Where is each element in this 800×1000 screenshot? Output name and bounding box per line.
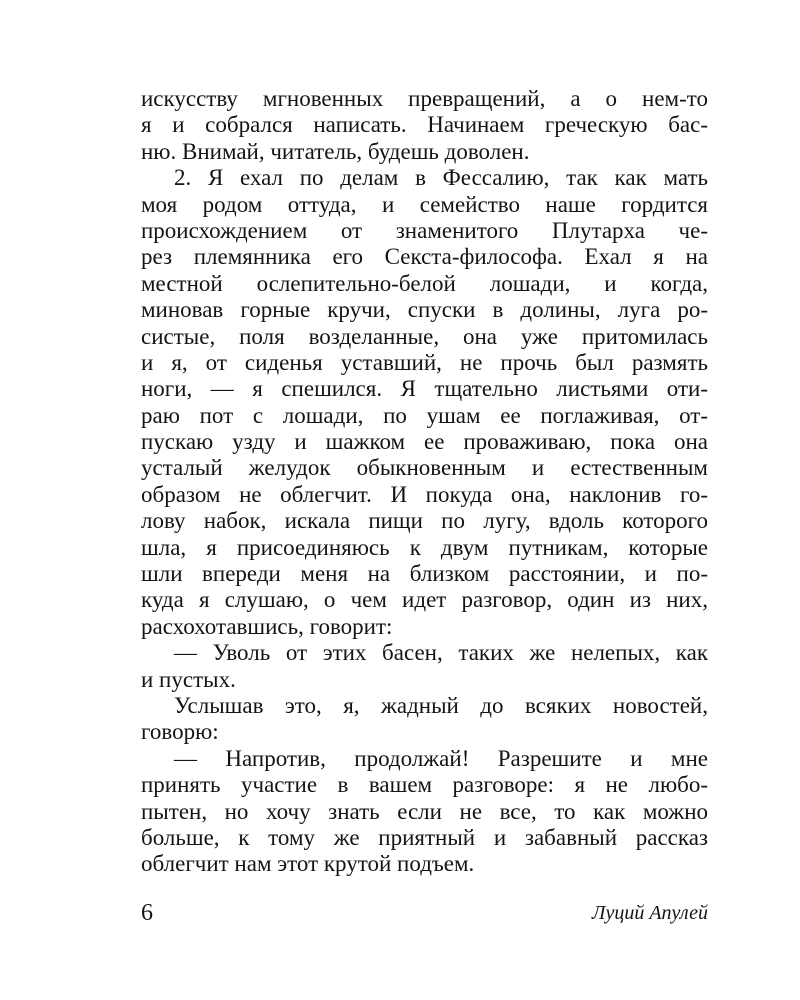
- running-author: Луций Апулей: [591, 902, 708, 924]
- text-line: Услышав это, я, жадный до всяких новостей,: [174, 692, 708, 718]
- text-line: расхохотавшись, говорит:: [141, 613, 393, 639]
- text-line: пускаю узду и шажком ее проваживаю, пока она: [141, 429, 708, 455]
- text-line: моя родом оттуда, и семейство наше гордится: [141, 191, 708, 217]
- text-line: и я, от сиденья уставший, не прочь был размять: [141, 349, 708, 375]
- text-line: облегчит нам этот крутой подъем.: [141, 851, 475, 877]
- text-line: шла, я присоединяюсь к двум путникам, которые: [141, 534, 708, 560]
- text-line: шли впереди меня на близком расстоянии, и по-: [141, 561, 708, 587]
- text-line: принять участие в вашем разговоре: я не любо-: [141, 772, 708, 798]
- body-text: [141, 86, 708, 878]
- text-line: раю пот с лошади, по ушам ее поглаживая, от-: [141, 402, 708, 428]
- text-line: я и собрался написать. Начинаем греческую бас-: [141, 112, 708, 138]
- text-line: 2. Я ехал по делам в Фессалию, так как мать: [174, 165, 708, 191]
- text-line: — Напротив, продолжай! Разрешите и мне: [174, 745, 708, 771]
- page-number: 6: [141, 900, 153, 926]
- text-line: местной ослепительно-белой лошади, и когда,: [141, 270, 708, 296]
- text-line: ню. Внимай, читатель, будешь доволен.: [141, 138, 530, 164]
- text-line: лову набок, искала пищи по лугу, вдоль которого: [141, 508, 708, 534]
- text-line: больше, к тому же приятный и забавный рассказ: [141, 824, 708, 850]
- text-line: систые, поля возделанные, она уже притомилась: [141, 323, 708, 349]
- text-line: ноги, — я спешился. Я тщательно листьями оти-: [141, 376, 708, 402]
- text-line: образом не облегчит. И покуда она, наклонив го-: [141, 481, 708, 507]
- text-line: рез племянника его Секста-философа. Ехал я на: [141, 244, 708, 270]
- text-line: искусству мгновенных превращений, а о нем-то: [141, 86, 708, 111]
- text-line: миновав горные кручи, спуски в долины, луга ро-: [141, 297, 708, 323]
- text-line: пытен, но хочу знать если не все, то как можно: [141, 798, 708, 824]
- text-line: происхождением от знаменитого Плутарха че-: [141, 217, 708, 243]
- text-line: — Уволь от этих басен, таких же нелепых, как: [174, 640, 708, 666]
- text-line: говорю:: [141, 719, 219, 745]
- text-line: усталый желудок обыкновенным и естественным: [141, 455, 708, 481]
- text-line: куда я слушаю, о чем идет разговор, один из них,: [141, 587, 708, 613]
- page-footer: [141, 898, 708, 928]
- text-line: и пустых.: [141, 666, 236, 692]
